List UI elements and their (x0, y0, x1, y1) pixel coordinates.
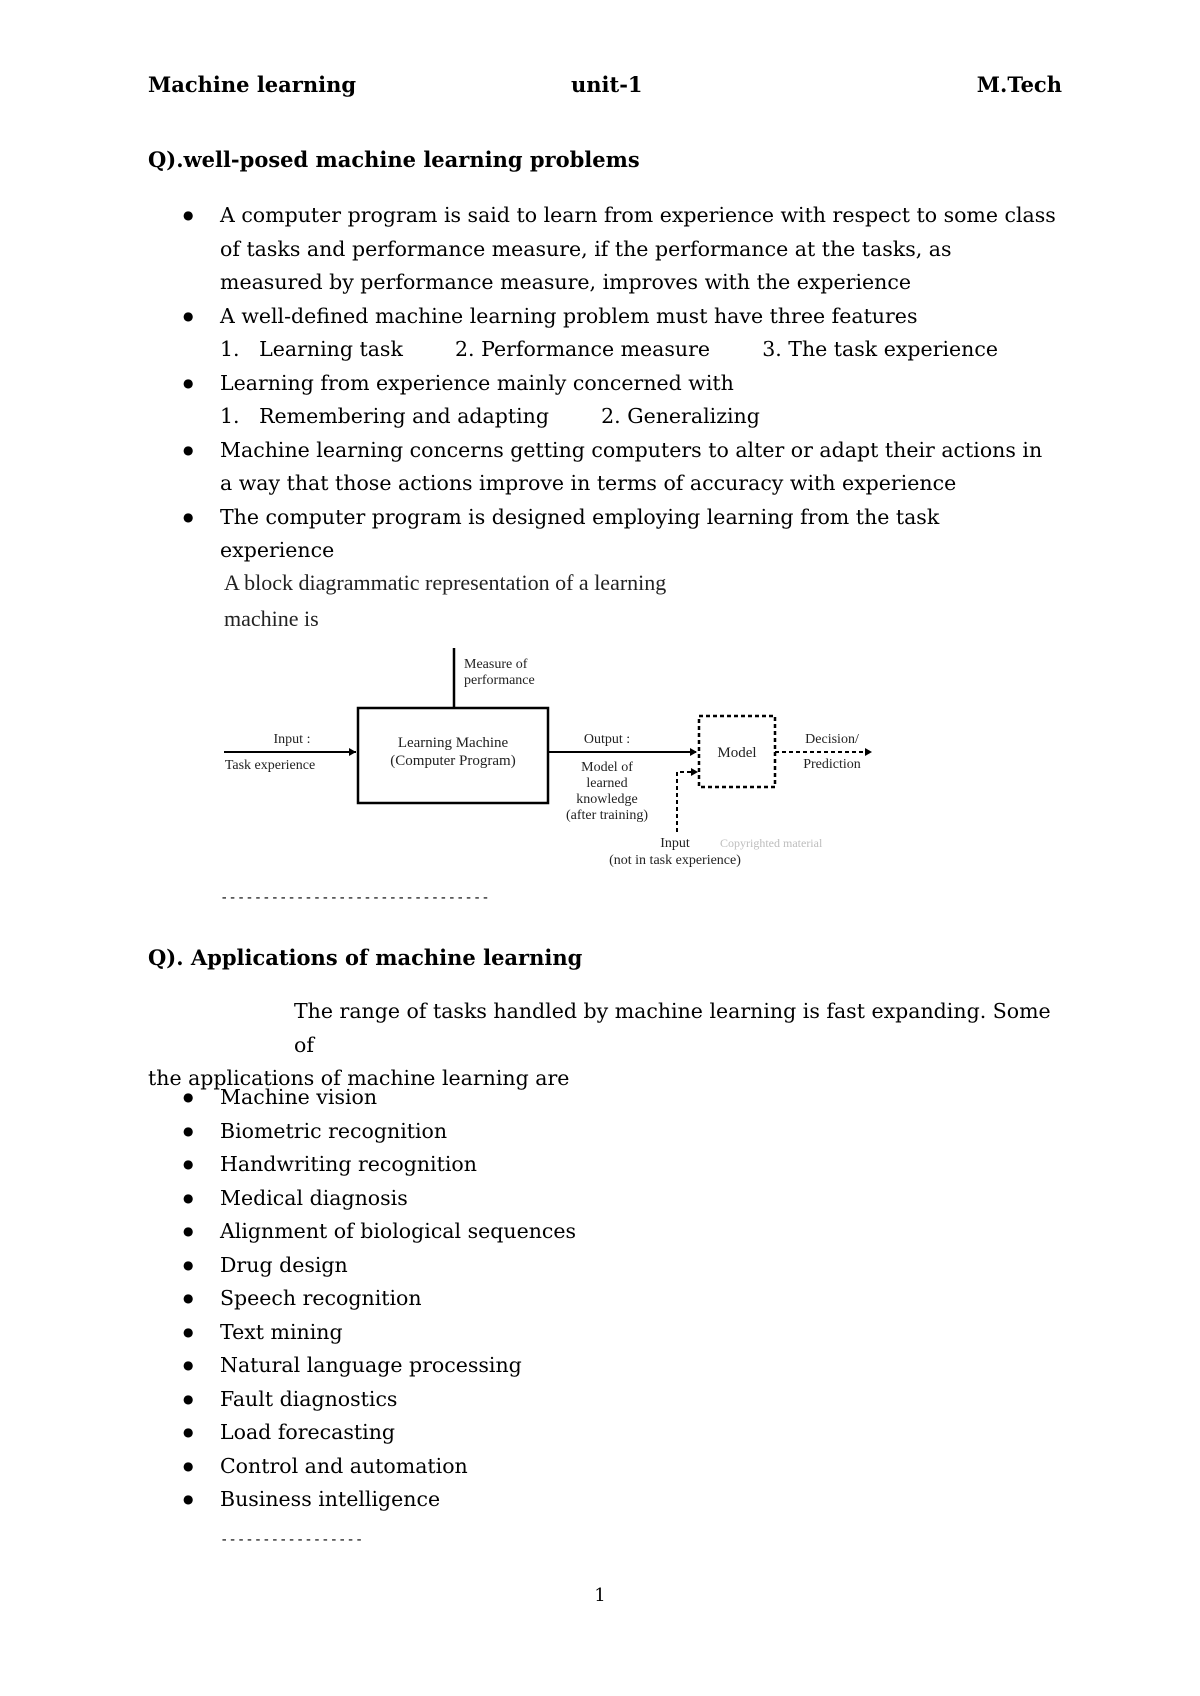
features-enumeration: 1. Learning task 2. Performance measure 3. The task experience (220, 337, 998, 361)
list-item (148, 199, 1058, 300)
bullet-text: A computer program is said to learn from experience with respect to some class of tasks and performance measure, if the performance at the tasks, as measured by performance measure, improves with the experience (220, 203, 1056, 294)
bottom-input-arrow-line (677, 772, 696, 832)
output-label-line5: (after training) (565, 808, 649, 823)
section-separator: -------------------------------- (220, 890, 490, 906)
input-label-line1: Input : (273, 732, 311, 747)
box-label-line2: (Computer Program) (390, 753, 516, 769)
list-item: ● Medical diagnosis (148, 1182, 1058, 1216)
output-label-line4: knowledge (576, 792, 638, 807)
list-item: ● Business intelligence (148, 1483, 1058, 1517)
output-label-line1: Output : (583, 732, 631, 747)
header-subject: Machine learning (148, 72, 357, 97)
list-item: ● Machine vision (148, 1081, 1058, 1115)
list-item: ● Biometric recognition (148, 1115, 1058, 1149)
learning-machine-block-diagram (210, 560, 910, 880)
diagram-caption-line1: A block diagrammatic representation of a learning (224, 570, 667, 595)
header-unit: unit-1 (571, 72, 643, 97)
measure-label-line1: Measure of (464, 657, 528, 672)
page-number: 1 (594, 1585, 606, 1606)
intro-line-2: the applications of machine learning are (148, 1066, 570, 1090)
list-item: ● Speech recognition (148, 1282, 1058, 1316)
input-label-line2: Task experience (224, 758, 316, 773)
section-title-applications: Q). Applications of machine learning (148, 945, 583, 970)
bullet-text: Machine learning concerns getting computers to alter or adapt their actions in a way that those actions improve in terms of accuracy with experience (220, 437, 1043, 495)
bullet-text: The computer program is designed employing learning from the task experience (220, 504, 940, 562)
output-label-line3: learned (586, 776, 628, 791)
decision-label-line2: Prediction (803, 757, 861, 772)
applications-bullet-list (148, 1081, 1058, 1517)
bottom-input-label-line2: (not in task experience) (609, 853, 741, 868)
decision-arrowhead (865, 748, 872, 756)
input-arrowhead (349, 748, 356, 756)
box-label-line1: Learning Machine (397, 735, 509, 751)
list-item: ● Alignment of biological sequences (148, 1215, 1058, 1249)
well-posed-bullet-list (148, 199, 1058, 568)
list-item: ● Handwriting recognition (148, 1148, 1058, 1182)
diagram-caption-line2: machine is (224, 606, 319, 631)
list-item: ● Drug design (148, 1249, 1058, 1283)
output-arrowhead (690, 748, 697, 756)
list-item: ● Load forecasting (148, 1416, 1058, 1450)
bottom-input-arrowhead (691, 768, 698, 776)
list-item: ● Fault diagnostics (148, 1383, 1058, 1417)
output-label-line2: Model of (581, 760, 633, 775)
header-course: M.Tech (976, 72, 1062, 97)
bullet-text: A well-defined machine learning problem must have three features (220, 303, 918, 328)
list-item (148, 434, 1058, 501)
list-item (148, 501, 1058, 568)
copyright-watermark: Copyrighted material (720, 836, 823, 850)
bullet-text: Learning from experience mainly concerned with (220, 370, 734, 395)
concerns-enumeration: 1. Remembering and adapting 2. Generalizing (220, 404, 760, 428)
list-item: ● Natural language processing (148, 1349, 1058, 1383)
list-item (148, 300, 1058, 367)
intro-line-1: The range of tasks handled by machine learning is fast expanding. Some of (294, 999, 1051, 1057)
bottom-input-label-line1: Input (660, 836, 690, 851)
model-label: Model (717, 745, 757, 761)
end-separator: ----------------- (220, 1532, 364, 1548)
list-item (148, 367, 1058, 434)
section-title-well-posed: Q).well-posed machine learning problems (148, 147, 640, 172)
measure-label-line2: performance (464, 673, 535, 688)
list-item: ● Control and automation (148, 1450, 1058, 1484)
decision-label-line1: Decision/ (805, 732, 859, 747)
list-item: ● Text mining (148, 1316, 1058, 1350)
